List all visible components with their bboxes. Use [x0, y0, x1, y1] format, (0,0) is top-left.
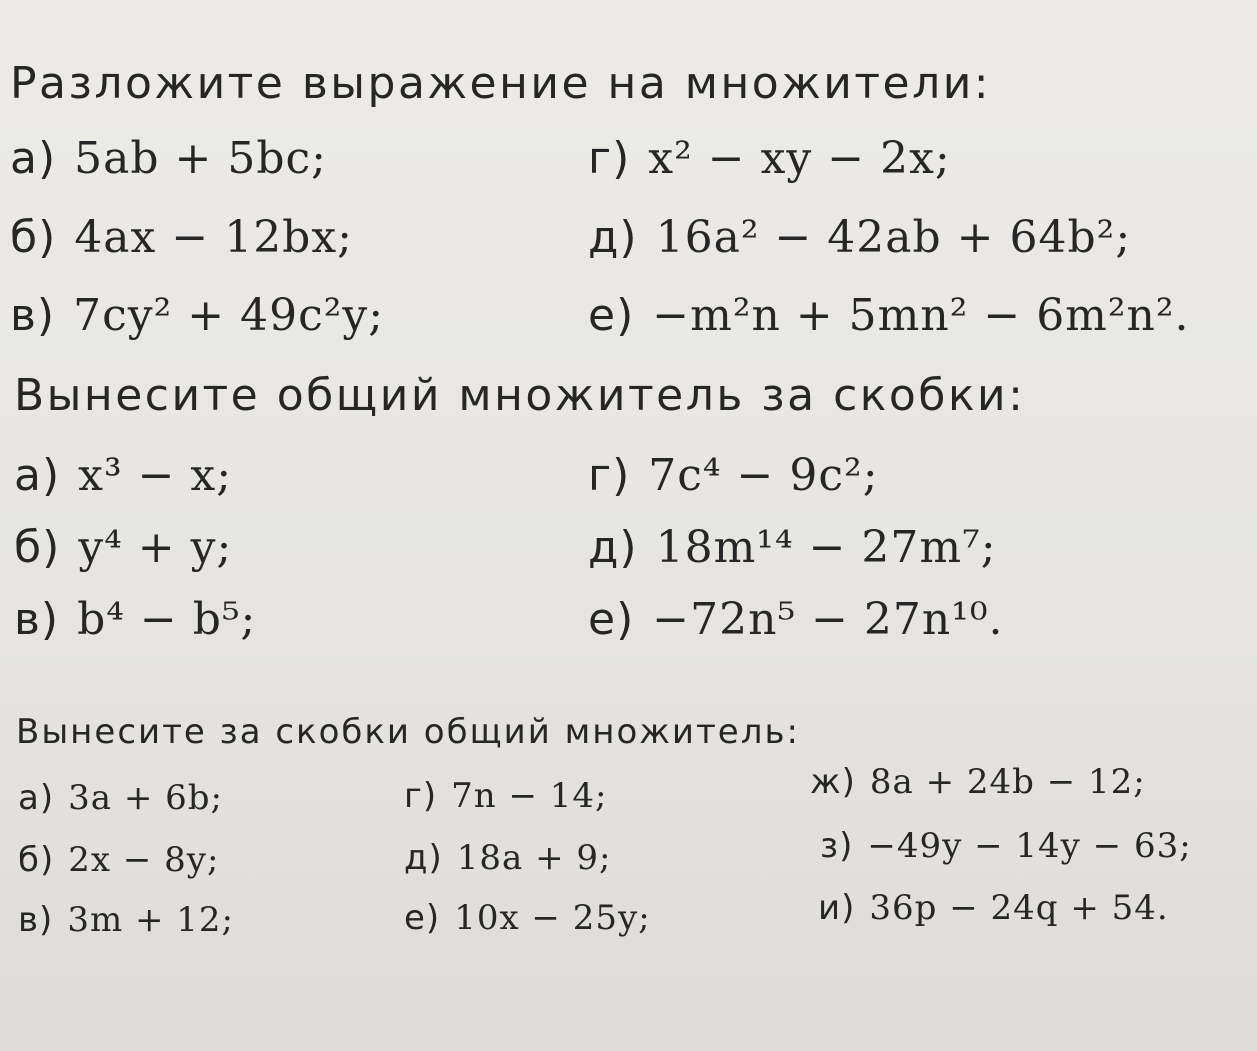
item-letter: д) [404, 838, 443, 878]
item-letter: в) [10, 290, 56, 341]
exercise-item [404, 838, 612, 878]
item-expression: 16a² − 42ab + 64b²; [655, 212, 1132, 263]
item-letter: и) [818, 888, 856, 928]
exercise-item [810, 762, 1146, 802]
item-letter: б) [10, 212, 57, 263]
item-expression: 10x − 25y; [454, 898, 651, 938]
item-expression: −72n⁵ − 27n¹⁰. [652, 594, 1004, 645]
item-letter: е) [588, 594, 635, 645]
exercise-item [14, 594, 256, 645]
item-letter: д) [588, 212, 638, 263]
item-expression: −m²n + 5mn² − 6m²n². [652, 290, 1190, 341]
exercise-item [404, 776, 608, 816]
exercise-item [588, 594, 1004, 645]
item-expression: −49y − 14y − 63; [867, 826, 1192, 866]
item-expression: 18a + 9; [456, 838, 612, 878]
item-expression: 2x − 8y; [68, 840, 220, 880]
item-expression: 7c⁴ − 9c²; [648, 450, 879, 501]
section-heading: Вынесите за скобки общий множитель: [16, 712, 800, 752]
item-expression: y⁴ + y; [78, 522, 233, 573]
item-letter: г) [404, 776, 438, 816]
exercise-item [820, 826, 1192, 866]
exercise-item [588, 290, 1190, 341]
item-expression: 3a + 6b; [68, 778, 223, 818]
item-letter: е) [404, 898, 441, 938]
item-letter: д) [588, 522, 638, 573]
item-letter: ж) [810, 762, 856, 802]
item-expression: x³ − x; [78, 450, 233, 501]
section-heading: Вынесите общий множитель за скобки: [14, 370, 1026, 421]
item-expression: 4ax − 12bx; [74, 212, 353, 263]
exercise-item [10, 133, 327, 184]
exercise-item [588, 450, 879, 501]
item-letter: г) [588, 450, 631, 501]
item-letter: в) [14, 594, 60, 645]
exercise-item [588, 133, 951, 184]
item-expression: x² − xy − 2x; [648, 133, 951, 184]
exercise-item [588, 522, 997, 573]
exercise-item [14, 522, 232, 573]
item-letter: е) [588, 290, 635, 341]
item-letter: з) [820, 826, 854, 866]
exercise-item [404, 898, 651, 938]
item-letter: б) [14, 522, 61, 573]
item-expression: 7n − 14; [451, 776, 608, 816]
section-heading: Разложите выражение на множители: [10, 58, 992, 109]
item-letter: а) [18, 778, 55, 818]
item-letter: а) [10, 133, 57, 184]
item-letter: в) [18, 900, 54, 940]
exercise-item [14, 450, 232, 501]
item-expression: b⁴ − b⁵; [77, 594, 257, 645]
item-expression: 5ab + 5bc; [74, 133, 327, 184]
exercise-item [10, 290, 384, 341]
item-letter: б) [18, 840, 55, 880]
exercise-item [18, 778, 223, 818]
item-expression: 7cy² + 49c²y; [73, 290, 385, 341]
item-expression: 3m + 12; [67, 900, 235, 940]
item-letter: г) [588, 133, 631, 184]
exercise-item [588, 212, 1131, 263]
item-expression: 36p − 24q + 54. [869, 888, 1169, 928]
item-letter: а) [14, 450, 61, 501]
item-expression: 8a + 24b − 12; [869, 762, 1146, 802]
item-expression: 18m¹⁴ − 27m⁷; [655, 522, 997, 573]
exercise-item [818, 888, 1169, 928]
exercise-item [10, 212, 353, 263]
exercise-item [18, 840, 219, 880]
exercise-item [18, 900, 234, 940]
